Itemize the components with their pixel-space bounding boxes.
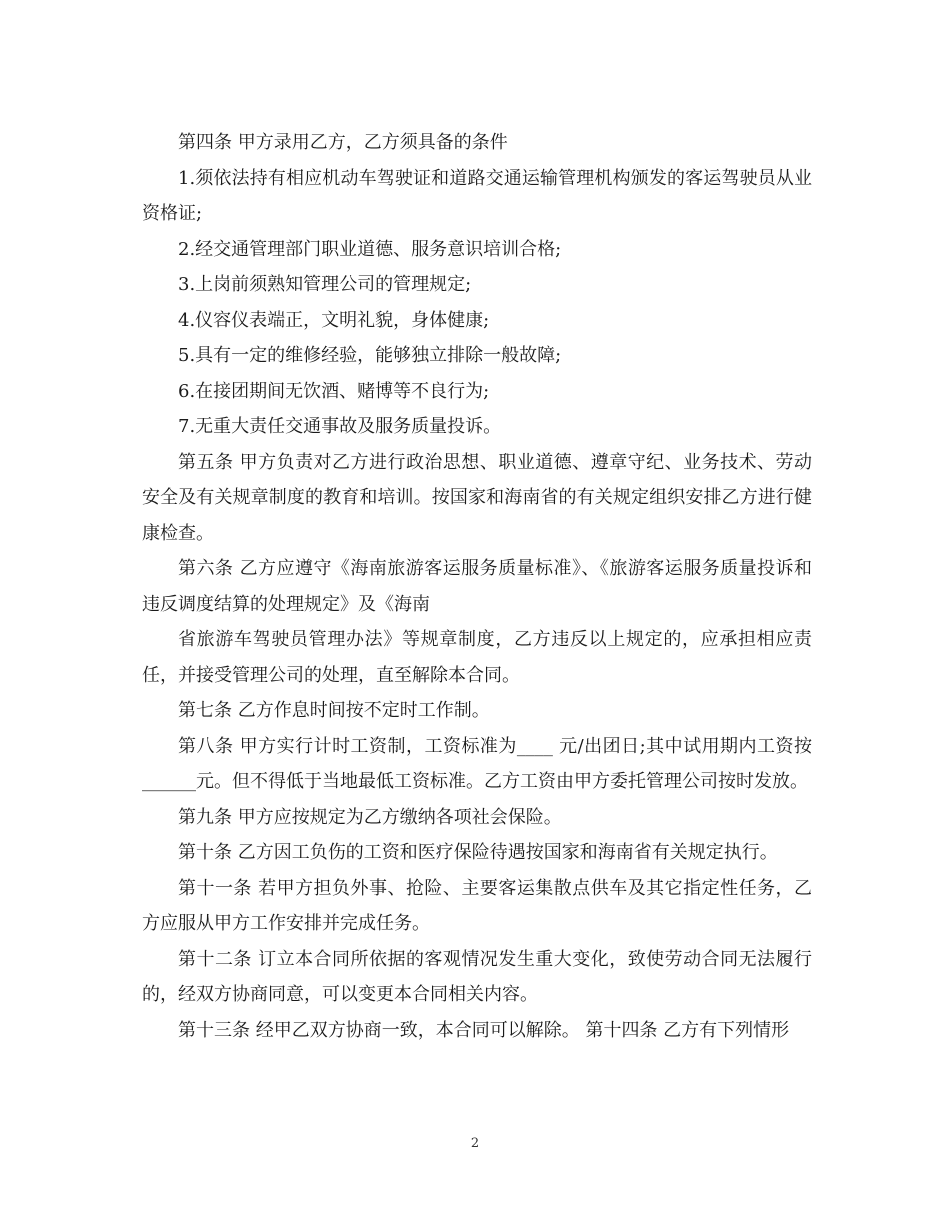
clause-9: 第九条 甲方应按规定为乙方缴纳各项社会保险。 bbox=[178, 806, 562, 828]
clause-13-14: 第十三条 经甲乙双方协商一致，本合同可以解除。 第十四条 乙方有下列情形 bbox=[178, 1019, 790, 1041]
condition-item-5: 5.具有一定的维修经验，能够独立排除一般故障; bbox=[178, 345, 562, 366]
clause-7: 第七条 乙方作息时间按不定时工作制。 bbox=[178, 700, 490, 721]
condition-item-2: 2.经交通管理部门职业道德、服务意识培训合格; bbox=[178, 238, 562, 260]
condition-item-3: 3.上岗前须熟知管理公司的管理规定; bbox=[178, 274, 472, 295]
page-number: 2 bbox=[470, 1136, 480, 1151]
clause-12: 第十二条 订立本合同所依据的客观情况发生重大变化，致使劳动合同无法履行的，经双方协商同意，可以变更本合同相关内容。 bbox=[142, 948, 812, 1005]
clause-6: 第六条 乙方应遵守《海南旅游客运服务质量标准》、《旅游客运服务质量投诉和违反调度结算的处理规定》及《海南 bbox=[142, 558, 812, 615]
clause-5: 第五条 甲方负责对乙方进行政治思想、职业道德、遵章守纪、业务技术、劳动安全及有关规章制度的教育和培训。按国家和海南省的有关规定组织安排乙方进行健康检查。 bbox=[142, 451, 812, 544]
clause-4-heading: 第四条 甲方录用乙方，乙方须具备的条件 bbox=[178, 132, 508, 153]
clause-11: 第十一条 若甲方担负外事、抢险、主要客运集散点供车及其它指定性任务，乙方应服从甲方工作安排并完成任务。 bbox=[142, 877, 812, 934]
condition-item-6: 6.在接团期间无饮酒、赌博等不良行为; bbox=[178, 380, 490, 402]
document-body bbox=[142, 125, 812, 1048]
condition-item-1: 1.须依法持有相应机动车驾驶证和道路交通运输管理机构颁发的客运驾驶员从业资格证; bbox=[142, 167, 812, 224]
clause-6-continued: 省旅游车驾驶员管理办法》等规章制度，乙方违反以上规定的，应承担相应责任，并接受管理公司的处理，直至解除本合同。 bbox=[142, 629, 812, 686]
clause-8: 第八条 甲方实行计时工资制，工资标准为____ 元/出团日;其中试用期内工资按______元。但不得低于当地最低工资标准。乙方工资由甲方委托管理公司按时发放。 bbox=[142, 735, 812, 792]
clause-10: 第十条 乙方因工负伤的工资和医疗保险待遇按国家和海南省有关规定执行。 bbox=[178, 842, 778, 863]
condition-item-7: 7.无重大责任交通事故及服务质量投诉。 bbox=[178, 416, 502, 437]
condition-item-4: 4.仪容仪表端正，文明礼貌，身体健康; bbox=[178, 309, 490, 331]
